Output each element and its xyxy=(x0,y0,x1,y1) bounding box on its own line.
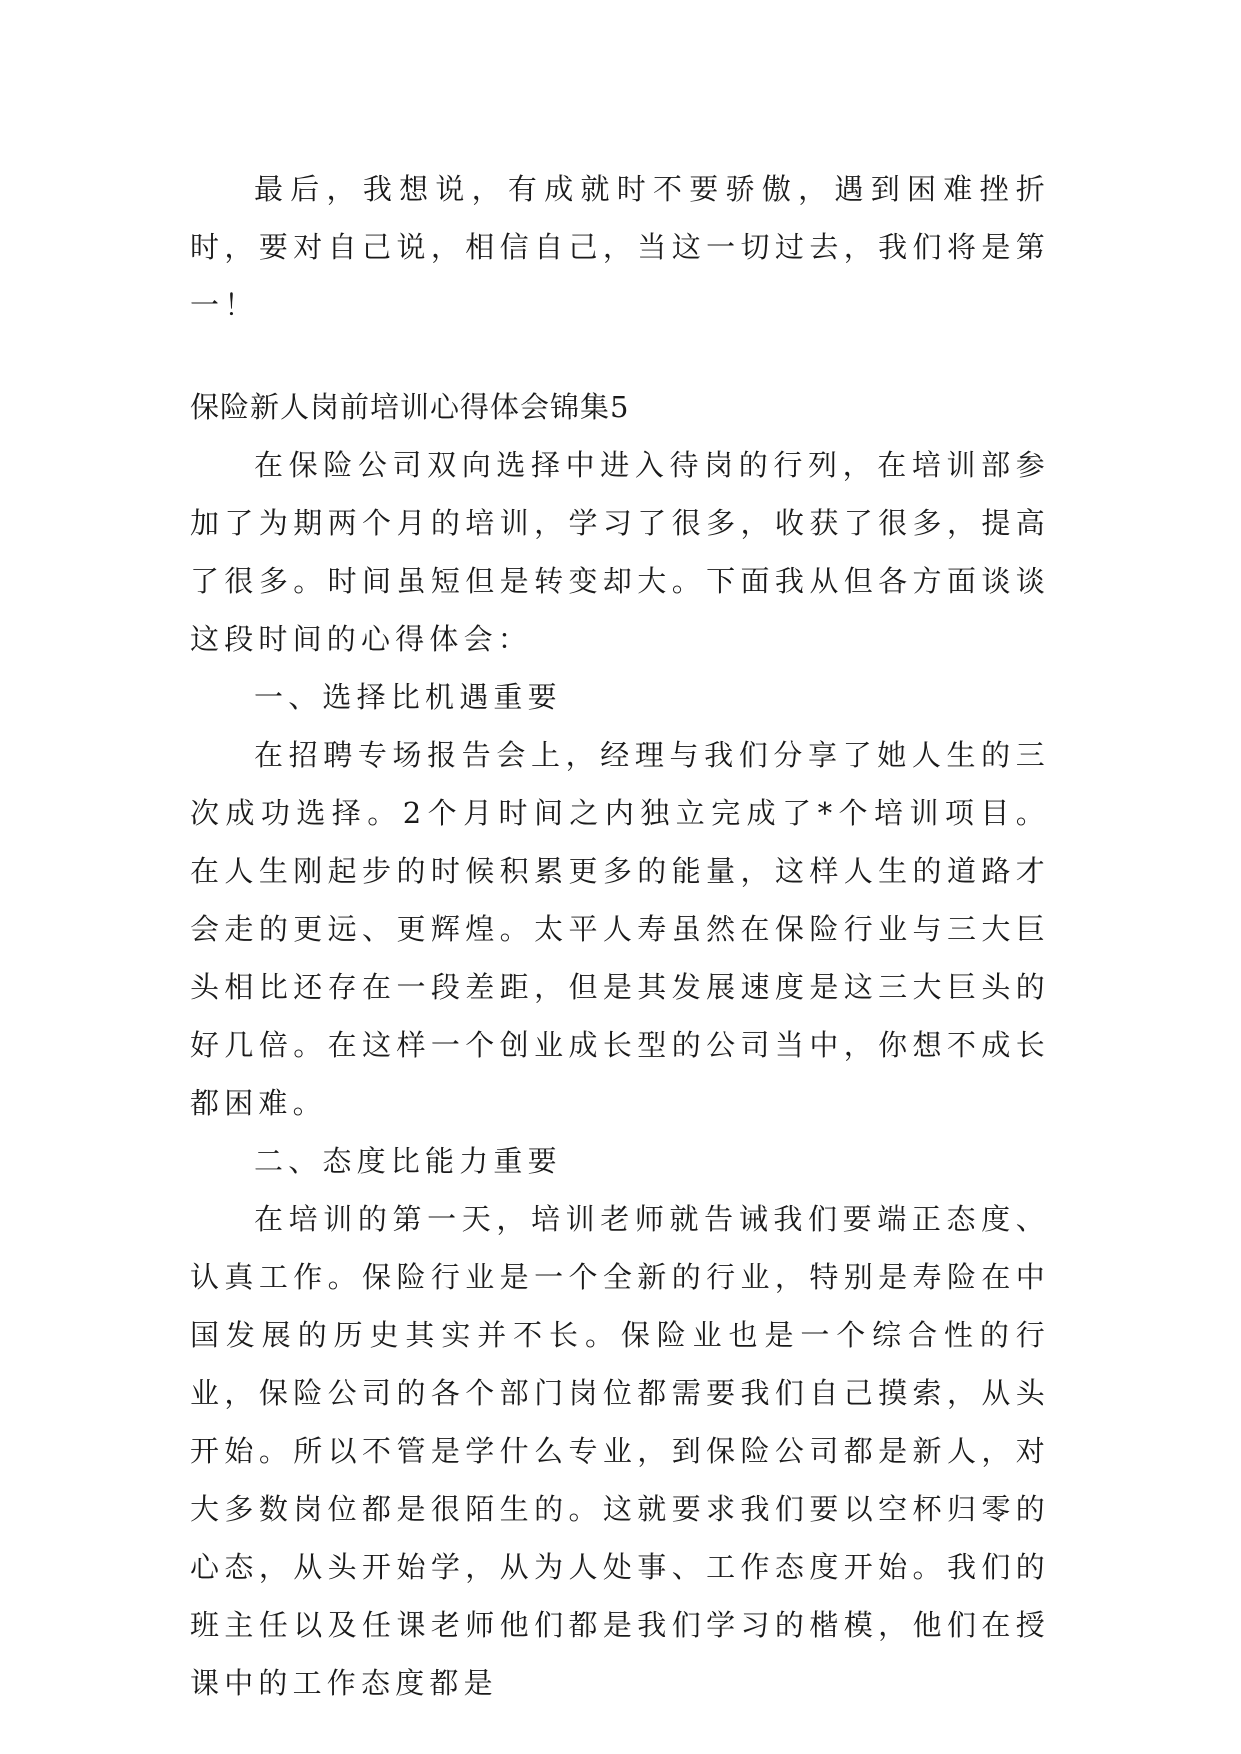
document-body xyxy=(190,160,1050,1712)
heading-1: 一、选择比机遇重要 xyxy=(254,680,562,714)
paragraph-2: 在招聘专场报告会上，经理与我们分享了她人生的三次成功选择。2个月时间之内独立完成了*个培训项目。在人生刚起步的时候积累更多的能量，这样人生的道路才会走的更远、更辉煌。太平人寿虽然在保险行业与三大巨头相比还存在一段差距，但是其发展速度是这三大巨头的好几倍。在这样一个创业成长型的公司当中，你想不成长都困难。 xyxy=(190,738,1050,1120)
paragraph-3: 在培训的第一天，培训老师就告诫我们要端正态度、认真工作。保险行业是一个全新的行业，特别是寿险在中国发展的历史其实并不长。保险业也是一个综合性的行业，保险公司的各个部门岗位都需要我们自己摸索，从头开始。所以不管是学什么专业，到保险公司都是新人，对大多数岗位都是很陌生的。这就要求我们要以空杯归零的心态，从头开始学，从为人处事、工作态度开始。我们的班主任以及任课老师他们都是我们学习的楷模，他们在授课中的工作态度都是 xyxy=(190,1202,1050,1700)
heading-2: 二、态度比能力重要 xyxy=(254,1144,562,1178)
section-title: 保险新人岗前培训心得体会锦集5 xyxy=(190,390,630,424)
paragraph-1: 在保险公司双向选择中进入待岗的行列，在培训部参加了为期两个月的培训，学习了很多，收获了很多，提高了很多。时间虽短但是转变却大。下面我从但各方面谈谈这段时间的心得体会： xyxy=(190,448,1050,656)
intro-paragraph: 最后，我想说，有成就时不要骄傲，遇到困难挫折时，要对自己说，相信自己，当这一切过去，我们将是第一！ xyxy=(190,172,1050,322)
